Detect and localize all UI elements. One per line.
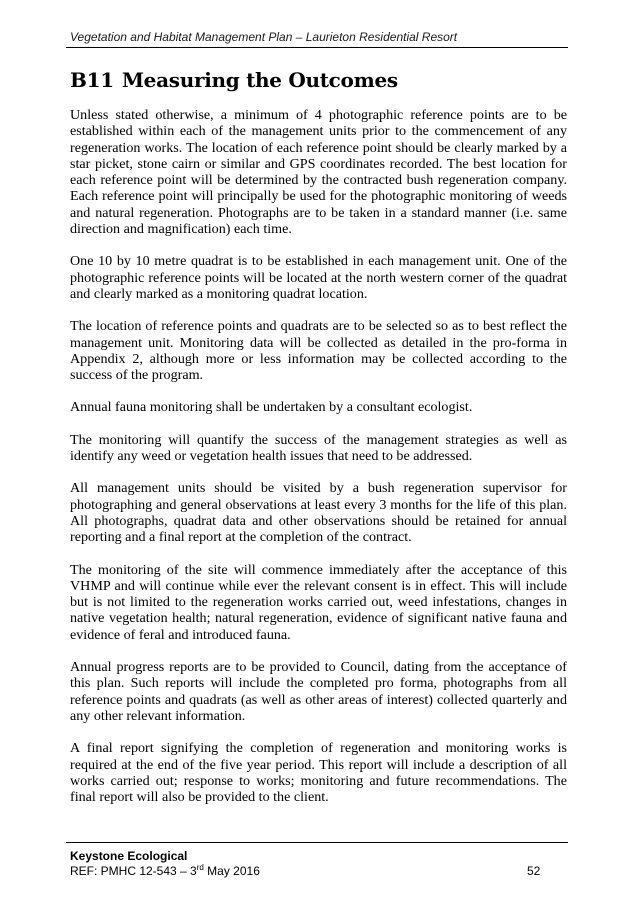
paragraph: Annual progress reports are to be provided to Council, dating from the acceptance of this plan. Such reports will include the completed pro forma, photographs from all reference points and quadrats (as well as other areas of interest) collected quarterly and any other relevant information. (70, 659, 567, 724)
paragraph: The monitoring will quantify the success of the management strategies as well as identify any weed or vegetation health issues that need to be addressed. (70, 431, 567, 465)
header-divider (66, 47, 568, 48)
section-title: Measuring the Outcomes (121, 68, 398, 92)
paragraph: The location of reference points and quadrats are to be selected so as to best reflect the management unit. Monitoring data will be collected as detailed in the pro-forma in Appendix 2, although more or less information may be collected according to the success of the program. (70, 318, 567, 384)
footer-divider (66, 842, 568, 843)
footer-reference (70, 864, 260, 878)
paragraph: Annual fauna monitoring shall be undertaken by a consultant ecologist. (70, 399, 473, 416)
page-number: 52 (527, 864, 541, 878)
footer-reference-superscript: rd (196, 863, 204, 872)
footer-reference-suffix: May 2016 (203, 864, 260, 878)
paragraph: Unless stated otherwise, a minimum of 4 photographic reference points are to be established within each of the management units prior to the commencement of any regeneration works. The location of each reference point should be clearly marked by a star picket, stone cairn or similar and GPS coordinates recorded. The best location for each reference point will be determined by the contracted bush regeneration company. Each reference point will principally be used for the photographic monitoring of weeds and natural regeneration. Photographs are to be taken in a standard manner (i.e. same direction and magnification) each time. (70, 107, 567, 238)
section-number: B11 (70, 68, 114, 92)
body-text (70, 107, 567, 805)
paragraph: The monitoring of the site will commence immediately after the acceptance of this VHMP and will continue while ever the relevant consent is in effect. This will include but is not limited to the regeneration works carried out, weed infestations, changes in native vegetation health; natural regeneration, evidence of significant native fauna and evidence of feral and introduced fauna. (70, 561, 567, 643)
section-heading (70, 68, 398, 92)
running-header: Vegetation and Habitat Management Plan – Laurieton Residential Resort (70, 30, 458, 44)
footer-organization: Keystone Ecological (70, 849, 188, 863)
paragraph: A final report signifying the completion of regeneration and monitoring works is required at the end of the five year period. This report will include a description of all works carried out; response to works; monitoring and future recommendations. The final report will also be provided to the client. (70, 740, 567, 806)
paragraph: All management units should be visited by a bush regeneration supervisor for photographing and general observations at least every 3 months for the life of this plan. All photographs, quadrat data and other observations should be retained for annual reporting and a final report at the completion of the contract. (70, 480, 567, 546)
footer-reference-prefix: REF: PMHC 12-543 – 3 (70, 864, 197, 878)
paragraph: One 10 by 10 metre quadrat is to be established in each management unit. One of the photographic reference points will be located at the north western corner of the quadrat and clearly marked as a monitoring quadrat location. (70, 253, 567, 302)
